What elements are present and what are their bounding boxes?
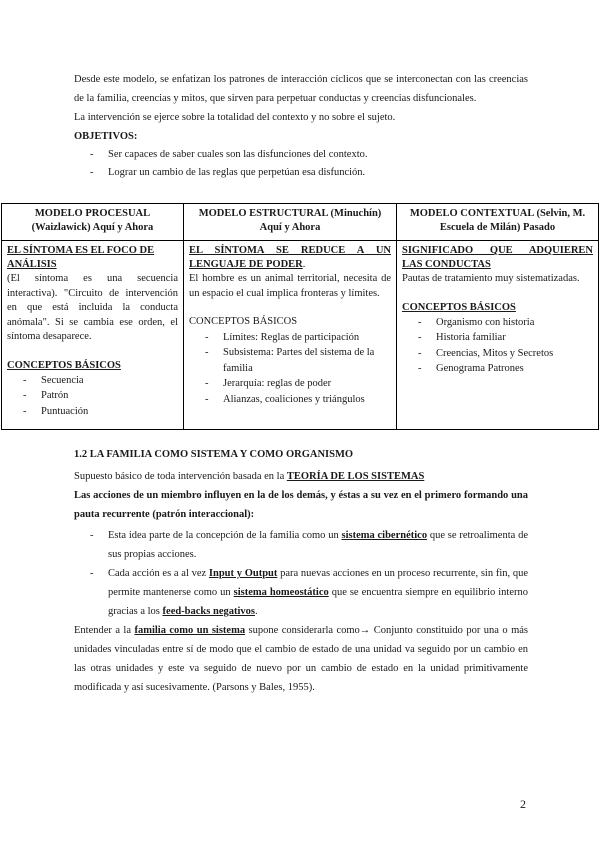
cell-heading-line2 — [189, 258, 391, 272]
section-body — [74, 467, 528, 697]
concepts-heading: CONCEPTOS BÁSICOS — [402, 301, 516, 313]
section-bold-paragraph: Las acciones de un miembro influyen en la de los demás, y éstas a su vez en el primero formando una pauta recurrente (patrón interaccional): — [74, 490, 528, 520]
cell-heading: EL SÍNTOMA SE REDUCE A UN — [189, 245, 391, 256]
intro-paragraph: Desde este modelo, se enfatizan los patrones de interacción cíclicos que se interconectan con las creencias de la familia, creencias y mitos, que sirven para perpetuar conductas y creencias disfuncionales. — [74, 74, 528, 104]
concepts-list — [402, 315, 593, 377]
text-run: supone considerarla como→ Conjunto constituido por una o más unidades vinculadas entre sí de modo que el cambio de estado de una unidad va seguido por un cambio en las otras unidades y este va seguido de nuevo por un cambio de estado en la unidad primitivamente modificada y así sucesivamente. (Parsons y Bales, 1955). — [74, 625, 528, 693]
cell-heading-end: . — [302, 259, 306, 270]
list-item: - Jerarquía: reglas de poder — [189, 376, 391, 392]
list-item: - Creencias, Mitos y Secretos — [402, 346, 593, 362]
list-item: - Lograr un cambio de las reglas que perpetúan esa disfunción. — [74, 164, 528, 182]
list-item: - Subsistema: Partes del sistema de la familia — [189, 345, 391, 376]
header-estructural: MODELO ESTRUCTURAL (Minuchín) Aquí y Ahora — [184, 204, 397, 241]
text-run-bold: feed-backs negativos — [162, 606, 255, 617]
text-run: Esta idea parte de la concepción de la familia como un — [108, 530, 342, 541]
text-run-bold: TEORÍA DE LOS SISTEMAS — [286, 471, 425, 482]
cell-procesual — [2, 241, 184, 430]
list-item: - Límites: Reglas de participación — [189, 330, 391, 346]
concepts-heading: CONCEPTOS BÁSICOS — [189, 316, 298, 327]
section-title: 1.2 LA FAMILIA COMO SISTEMA Y COMO ORGANISMO — [74, 449, 354, 460]
section-intro — [74, 467, 528, 486]
text-run-bold: Input y Output — [208, 568, 278, 579]
text-run: Entender a la — [74, 625, 135, 636]
text-run: que se encuentra siempre en equilibrio interno gracias a los — [108, 587, 528, 617]
section-final-paragraph — [74, 621, 528, 697]
intro-section — [74, 70, 528, 182]
list-item: - Historia familiar — [402, 330, 593, 346]
text-run: que se retroalimenta de sus propias acciones. — [108, 530, 528, 560]
list-item: - Patrón — [7, 388, 178, 404]
text-run: . — [255, 606, 258, 617]
list-item: - Secuencia — [7, 373, 178, 389]
cell-text: El hombre es un animal territorial, necesita de un espacio el cual implica fronteras y límites. — [189, 273, 391, 299]
list-item — [74, 526, 528, 564]
models-table — [1, 203, 599, 430]
table-row — [2, 241, 599, 430]
list-item: - Organismo con historia — [402, 315, 593, 331]
cell-contextual — [397, 241, 599, 430]
cell-text: Pautas de tratamiento muy sistematizadas. — [402, 273, 580, 284]
concepts-list — [7, 373, 178, 420]
cell-heading: SIGNIFICADO QUE ADQUIEREN — [402, 245, 593, 256]
page-number: 2 — [520, 797, 526, 811]
table-header-row — [2, 204, 599, 241]
concepts-heading: CONCEPTOS BÁSICOS — [7, 359, 121, 371]
cell-estructural — [184, 241, 397, 430]
text-run: Supuesto básico de toda intervención basada en la — [74, 471, 287, 482]
cell-text: (El síntoma es una secuencia interactiva). "Circuito de intervención en que está incluida la conducta anómala". Si se cambia ese orden, el síntoma desaparece. — [7, 273, 178, 342]
concepts-list — [189, 330, 391, 408]
list-item: - Alianzas, coaliciones y triángulos — [189, 392, 391, 408]
cell-heading: EL SÍNTOMA ES EL FOCO DE ANÁLISIS — [7, 245, 155, 270]
section-bullets — [74, 526, 528, 621]
text-run: para nuevas acciones en un proceso recurrente, sin fin, que permite mantenerse como un — [108, 568, 529, 598]
text-run-bold: sistema homeostático — [233, 587, 329, 598]
list-item: - Ser capaces de saber cuales son las disfunciones del contexto. — [74, 146, 528, 164]
intro-paragraph-2: La intervención se ejerce sobre la totalidad del contexto y no sobre el sujeto. — [74, 112, 396, 123]
text-run-bold: sistema cibernético — [341, 530, 428, 541]
text-run: Cada acción es a al vez — [108, 568, 209, 579]
list-item: - Genograma Patrones — [402, 361, 593, 377]
text-run-bold: familia como un sistema — [134, 625, 246, 636]
list-item: - Puntuación — [7, 404, 178, 420]
list-item — [74, 564, 528, 621]
cell-heading-line2: LAS CONDUCTAS — [402, 259, 491, 270]
header-procesual: MODELO PROCESUAL (Waizlawick) Aquí y Ahora — [2, 204, 184, 241]
objectives-heading: OBJETIVOS: — [74, 131, 138, 142]
objectives-list — [74, 146, 528, 182]
header-contextual: MODELO CONTEXTUAL (Selvin, M. Escuela de Milán) Pasado — [397, 204, 599, 241]
cell-heading-part: LENGUAJE DE PODER — [189, 259, 303, 270]
